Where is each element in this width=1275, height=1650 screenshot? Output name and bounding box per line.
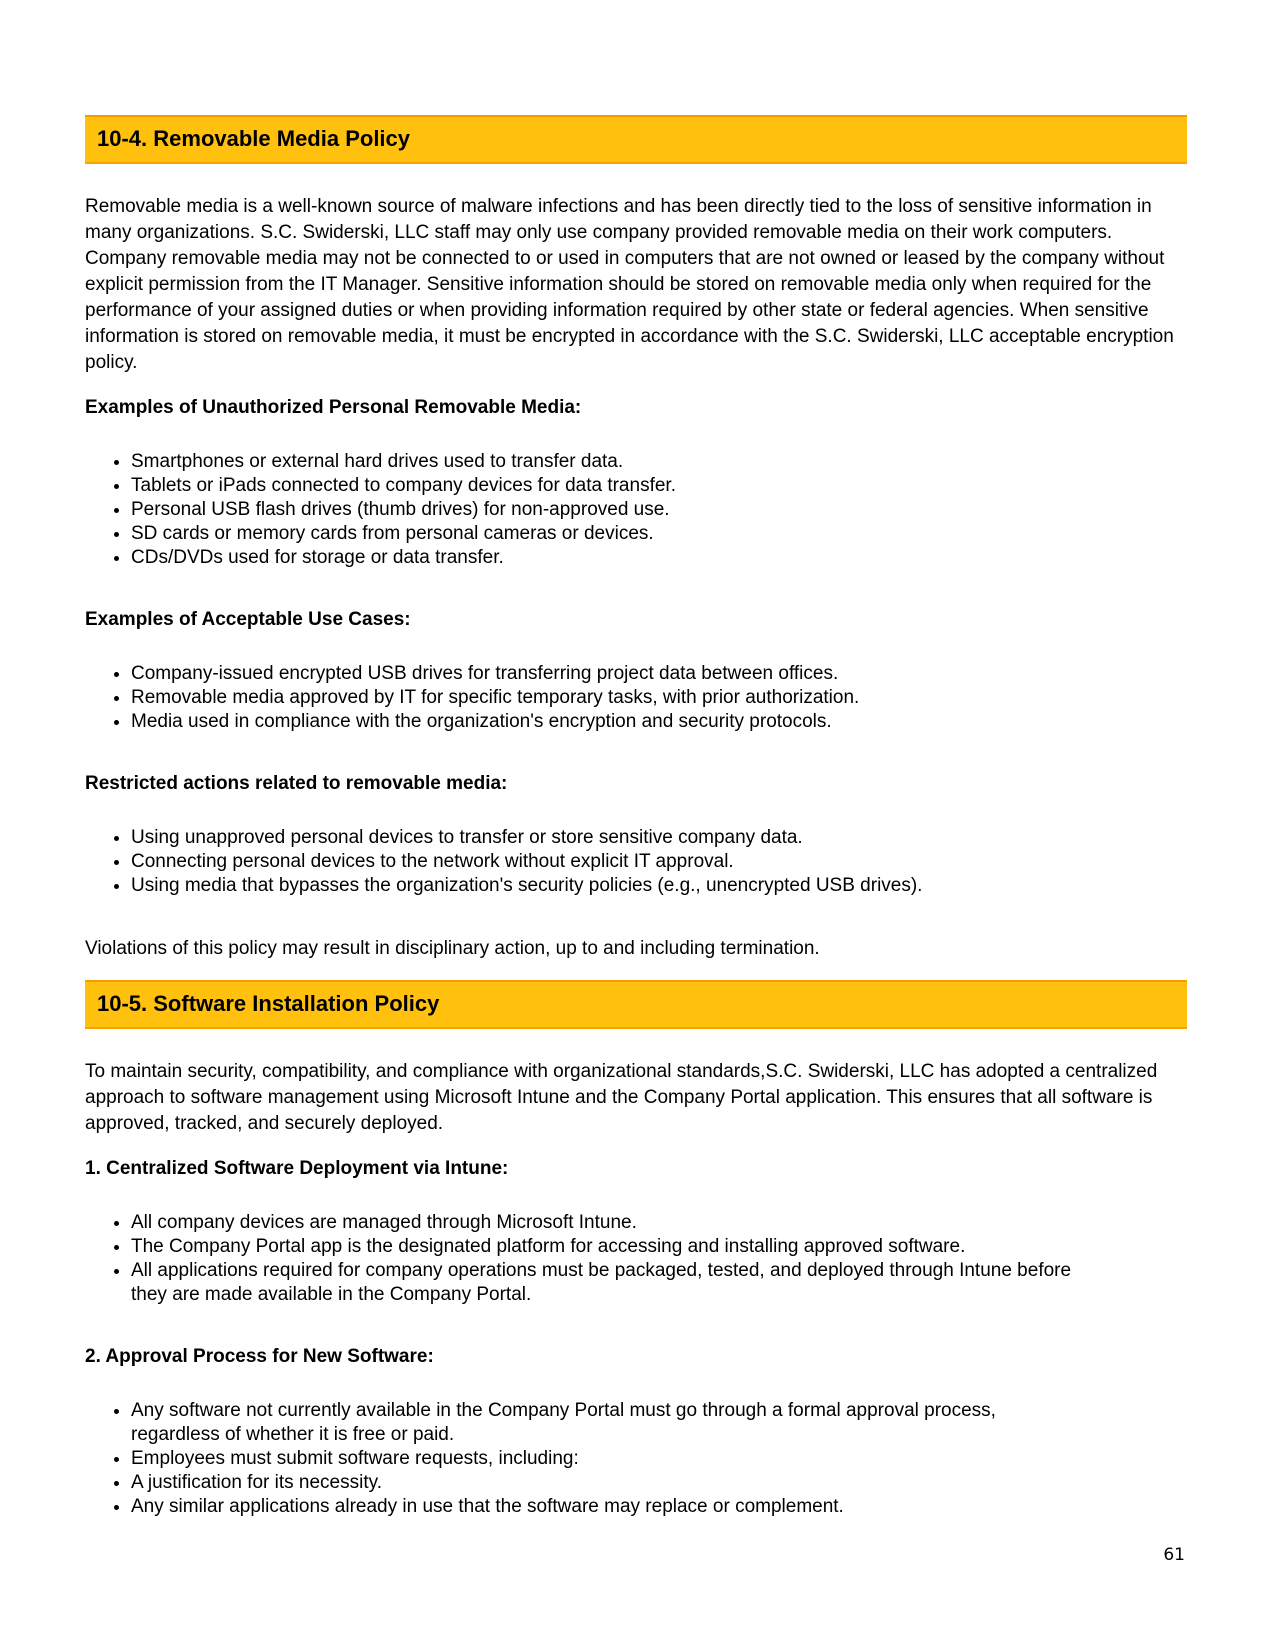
- list-item: • Using unapproved personal devices to transfer or store sensitive company data.: [131, 826, 1082, 850]
- list-item: • A justification for its necessity.: [131, 1471, 1082, 1495]
- bullet-list-approval-process: [85, 1399, 1187, 1519]
- paragraph-removable-media-intro: Removable media is a well-known source of malware infections and has been directly tied to the loss of sensitive information in many organizations. S.C. Swiderski, LLC staff may only use company provided removable media on their work computers. Company removable media may not be connected to or used in computers that are not owned or leased by the company without explicit permission from the IT Manager. Sensitive information should be stored on removable media only when required for the performance of your assigned duties or when providing information required by other state or federal agencies. When sensitive information is stored on removable media, it must be encrypted in accordance with the S.C. Swiderski, LLC acceptable encryption policy.: [85, 196, 1174, 373]
- list-item: • Connecting personal devices to the network without explicit IT approval.: [131, 850, 1082, 874]
- subheading-unauthorized-media: Examples of Unauthorized Personal Removable Media:: [85, 397, 582, 418]
- list-item: • Using media that bypasses the organization's security policies (e.g., unencrypted USB drives).: [131, 874, 1082, 898]
- list-item: • Personal USB flash drives (thumb drives) for non-approved use.: [131, 498, 1082, 522]
- subheading-approval-process: 2. Approval Process for New Software:: [85, 1346, 434, 1367]
- list-item: • All company devices are managed through Microsoft Intune.: [131, 1211, 1082, 1235]
- paragraph-violations: Violations of this policy may result in disciplinary action, up to and including termination.: [85, 938, 820, 959]
- list-item: • CDs/DVDs used for storage or data transfer.: [131, 546, 1082, 570]
- bullet-list-centralized-deployment: [85, 1211, 1187, 1307]
- section-header-software-installation: [85, 980, 1187, 1029]
- list-item: • SD cards or memory cards from personal cameras or devices.: [131, 522, 1082, 546]
- list-item: • The Company Portal app is the designated platform for accessing and installing approved software.: [131, 1235, 1082, 1259]
- bullet-list-restricted-actions: [85, 826, 1187, 898]
- section-header-removable-media: [85, 115, 1187, 164]
- list-item: • Company-issued encrypted USB drives for transferring project data between offices.: [131, 662, 1082, 686]
- list-item: • Removable media approved by IT for specific temporary tasks, with prior authorization.: [131, 686, 1082, 710]
- bullet-list-unauthorized-media: [85, 450, 1187, 570]
- page-number: 61: [1163, 1545, 1185, 1565]
- subheading-centralized-deployment: 1. Centralized Software Deployment via Intune:: [85, 1158, 509, 1179]
- section-title: 10-5. Software Installation Policy: [97, 991, 440, 1016]
- list-item: • Any software not currently available in the Company Portal must go through a formal approval process, regardless of whether it is free or paid.: [131, 1399, 1082, 1447]
- list-item: • Tablets or iPads connected to company devices for data transfer.: [131, 474, 1082, 498]
- list-item: • Employees must submit software requests, including:: [131, 1447, 1082, 1471]
- paragraph-software-intro: To maintain security, compatibility, and compliance with organizational standards,S.C. Swiderski, LLC has adopted a centralized approach to software management using Microsoft Intune and the Company Portal application. This ensures that all software is approved, tracked, and securely deployed.: [85, 1061, 1158, 1134]
- subheading-restricted-actions: Restricted actions related to removable media:: [85, 773, 508, 794]
- bullet-list-acceptable-use: [85, 662, 1187, 734]
- list-item: • Media used in compliance with the organization's encryption and security protocols.: [131, 710, 1082, 734]
- subheading-acceptable-use: Examples of Acceptable Use Cases:: [85, 609, 411, 630]
- list-item: • Smartphones or external hard drives used to transfer data.: [131, 450, 1082, 474]
- section-title: 10-4. Removable Media Policy: [97, 126, 411, 151]
- list-item: • Any similar applications already in use that the software may replace or complement.: [131, 1495, 1082, 1519]
- list-item: • All applications required for company operations must be packaged, tested, and deployed through Intune before they are made available in the Company Portal.: [131, 1259, 1082, 1307]
